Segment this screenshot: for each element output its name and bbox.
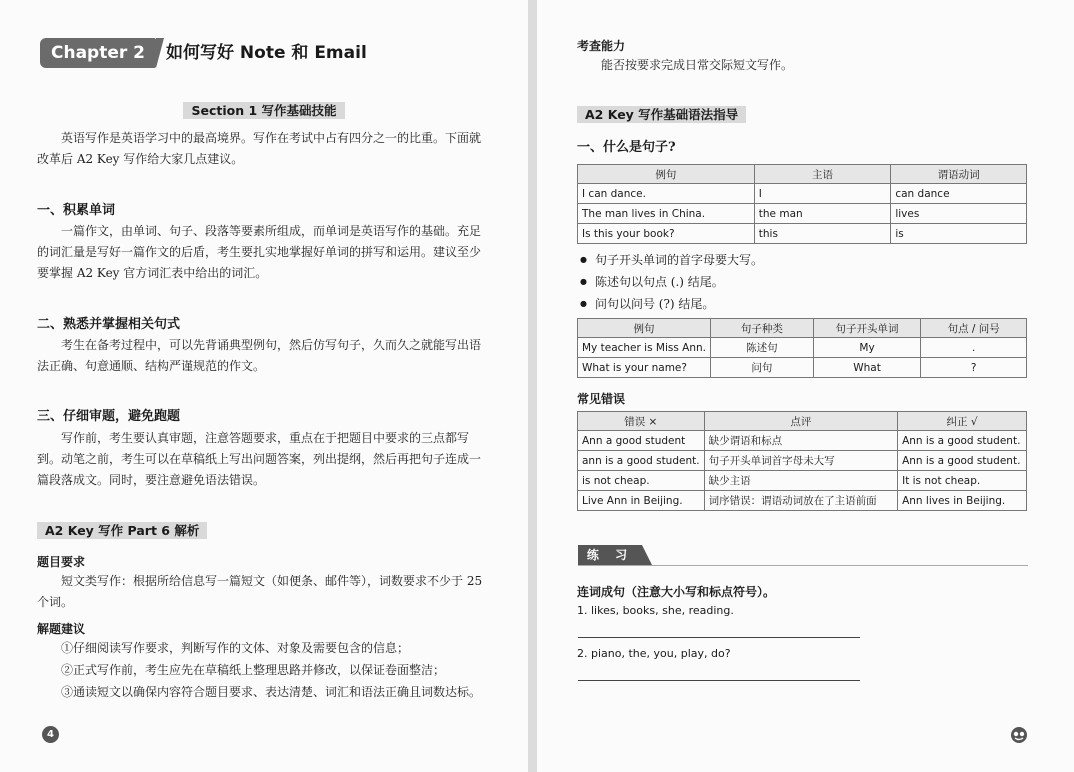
exercise-item: 1. likes, books, she, reading.: [577, 604, 734, 617]
table-header: 例句: [578, 319, 711, 338]
table-row: [578, 184, 1027, 204]
sentence-types-table: [577, 318, 1027, 378]
heading-sentence-patterns: 二、熟悉并掌握相关句式: [37, 317, 181, 332]
table-cell: What is your name?: [578, 358, 711, 378]
table-cell: 句子开头单词首字母未大写: [704, 451, 898, 471]
rule-bullet: ● 问句以问号 (?) 结尾。: [580, 295, 714, 312]
sentence-parts-table: [577, 164, 1027, 244]
tips-heading: 解题建议: [37, 622, 86, 636]
part6-title-wrap: [37, 520, 207, 539]
table-cell: is: [891, 224, 1027, 244]
table-cell: is not cheap.: [578, 471, 705, 491]
table-cell: ann is a good student.: [578, 451, 705, 471]
table-header: 谓语动词: [891, 165, 1027, 184]
table-cell: What: [813, 358, 921, 378]
table-row: [578, 491, 1027, 511]
tip-item: ②正式写作前，考生应先在草稿纸上整理思路并修改，以保证卷面整洁；: [61, 663, 446, 677]
table-cell: Ann is a good student.: [898, 451, 1027, 471]
tip-item: ①仔细阅读写作要求，判断写作的文体、对象及需要包含的信息；: [61, 641, 410, 655]
table-row: [578, 471, 1027, 491]
table-cell: ?: [921, 358, 1027, 378]
exercise-instruction: 连词成句（注意大小写和标点符号）。: [577, 585, 776, 599]
left-page: [0, 0, 528, 772]
table-header: 主语: [754, 165, 891, 184]
table-cell: The man lives in China.: [578, 204, 755, 224]
exercise-item: 2. piano, the, you, play, do?: [577, 647, 731, 660]
table-row: [578, 204, 1027, 224]
table-cell: My: [813, 338, 921, 358]
rule-bullet: ● 陈述句以句点 (.) 结尾。: [580, 273, 724, 290]
table-cell: 问句: [710, 358, 813, 378]
ability-text: 能否按要求完成日常交际短文写作。: [601, 58, 794, 72]
table-header-row: [578, 165, 1027, 184]
heading-read-carefully: 三、仔细审题，避免跑题: [37, 409, 181, 424]
page-number: 4: [42, 726, 59, 743]
answer-line: [578, 637, 860, 638]
table-header: 句子开头单词: [813, 319, 921, 338]
table-row: [578, 431, 1027, 451]
table-cell: .: [921, 338, 1027, 358]
table-cell: the man: [754, 204, 891, 224]
table-header-row: [578, 319, 1027, 338]
chapter-label: Chapter 2: [40, 38, 156, 68]
chapter-title: 如何写好 Note 和 Email: [166, 43, 367, 63]
table-header: 点评: [704, 412, 898, 431]
table-row: [578, 451, 1027, 471]
table-cell: I: [754, 184, 891, 204]
common-errors-heading: 常见错误: [577, 392, 626, 406]
table-cell: 缺少主语: [704, 471, 898, 491]
read-carefully-paragraph: 写作前，考生要认真审题，注意答题要求，重点在于把题目中要求的三点都写到。动笔之前，考生可以在草稿纸上写出问题答案，列出提纲，然后再把句子连成一篇段落成文。同时，要注意避免语法错误。: [37, 431, 482, 487]
what-is-sentence-heading: 一、什么是句子?: [577, 140, 676, 155]
table-cell: lives: [891, 204, 1027, 224]
table-cell: Ann is a good student.: [898, 431, 1027, 451]
part6-title: A2 Key 写作 Part 6 解析: [37, 522, 207, 539]
table-header: 纠正 √: [898, 412, 1027, 431]
rule-bullet: ● 句子开头单词的首字母要大写。: [580, 251, 763, 268]
table-cell: It is not cheap.: [898, 471, 1027, 491]
answer-line: [578, 680, 860, 681]
exercise-label: 练 习: [578, 545, 642, 565]
table-cell: can dance: [891, 184, 1027, 204]
table-cell: this: [754, 224, 891, 244]
table-cell: Ann lives in Beijing.: [898, 491, 1027, 511]
heading-vocabulary: 一、积累单词: [37, 203, 116, 218]
requirement-heading: 题目要求: [37, 555, 86, 569]
sentence-patterns-paragraph: 考生在备考过程中，可以先背诵典型例句，然后仿写句子，久而久之就能写出语法正确、句意通顺、结构严谨规范的作文。: [37, 338, 482, 373]
table-header: 例句: [578, 165, 755, 184]
table-cell: Is this your book?: [578, 224, 755, 244]
table-row: [578, 224, 1027, 244]
section-title-wrap: [0, 101, 528, 119]
table-header: 错误 ×: [578, 412, 705, 431]
table-header-row: [578, 412, 1027, 431]
table-cell: Live Ann in Beijing.: [578, 491, 705, 511]
grammar-title: A2 Key 写作基础语法指导: [577, 106, 746, 123]
ability-heading: 考查能力: [577, 39, 626, 53]
table-header: 句点 / 问号: [921, 319, 1027, 338]
table-row: [578, 338, 1027, 358]
intro-paragraph: 英语写作是英语学习中的最高境界。写作在考试中占有四分之一的比重。下面就改革后 A2 Key 写作给大家几点建议。: [37, 131, 482, 166]
table-cell: My teacher is Miss Ann.: [578, 338, 711, 358]
table-cell: 缺少谓语和标点: [704, 431, 898, 451]
exercise-divider: [578, 565, 1028, 566]
grammar-title-wrap: [577, 104, 746, 123]
table-cell: I can dance.: [578, 184, 755, 204]
vocabulary-paragraph: 一篇作文，由单词、句子、段落等要素所组成，而单词是英语写作的基础。充足的词汇量是写好一篇作文的后盾，考生要扎实地掌握好单词的拼写和运用。建议至少要掌握 A2 Key 官方词汇表中给出的词汇。: [37, 224, 482, 280]
common-errors-table: [577, 411, 1027, 511]
table-header: 句子种类: [710, 319, 813, 338]
table-cell: 陈述句: [710, 338, 813, 358]
requirement-text: 短文类写作：根据所给信息写一篇短文（如便条、邮件等），词数要求不少于 25 个词。: [37, 574, 483, 609]
table-cell: Ann a good student: [578, 431, 705, 451]
table-row: [578, 358, 1027, 378]
section-title: Section 1 写作基础技能: [183, 102, 344, 119]
table-cell: 词序错误：谓语动词放在了主语前面: [704, 491, 898, 511]
publisher-logo-icon: [1010, 726, 1028, 744]
tip-item: ③通读短文以确保内容符合题目要求、表达清楚、词汇和语法正确且词数达标。: [61, 685, 482, 699]
